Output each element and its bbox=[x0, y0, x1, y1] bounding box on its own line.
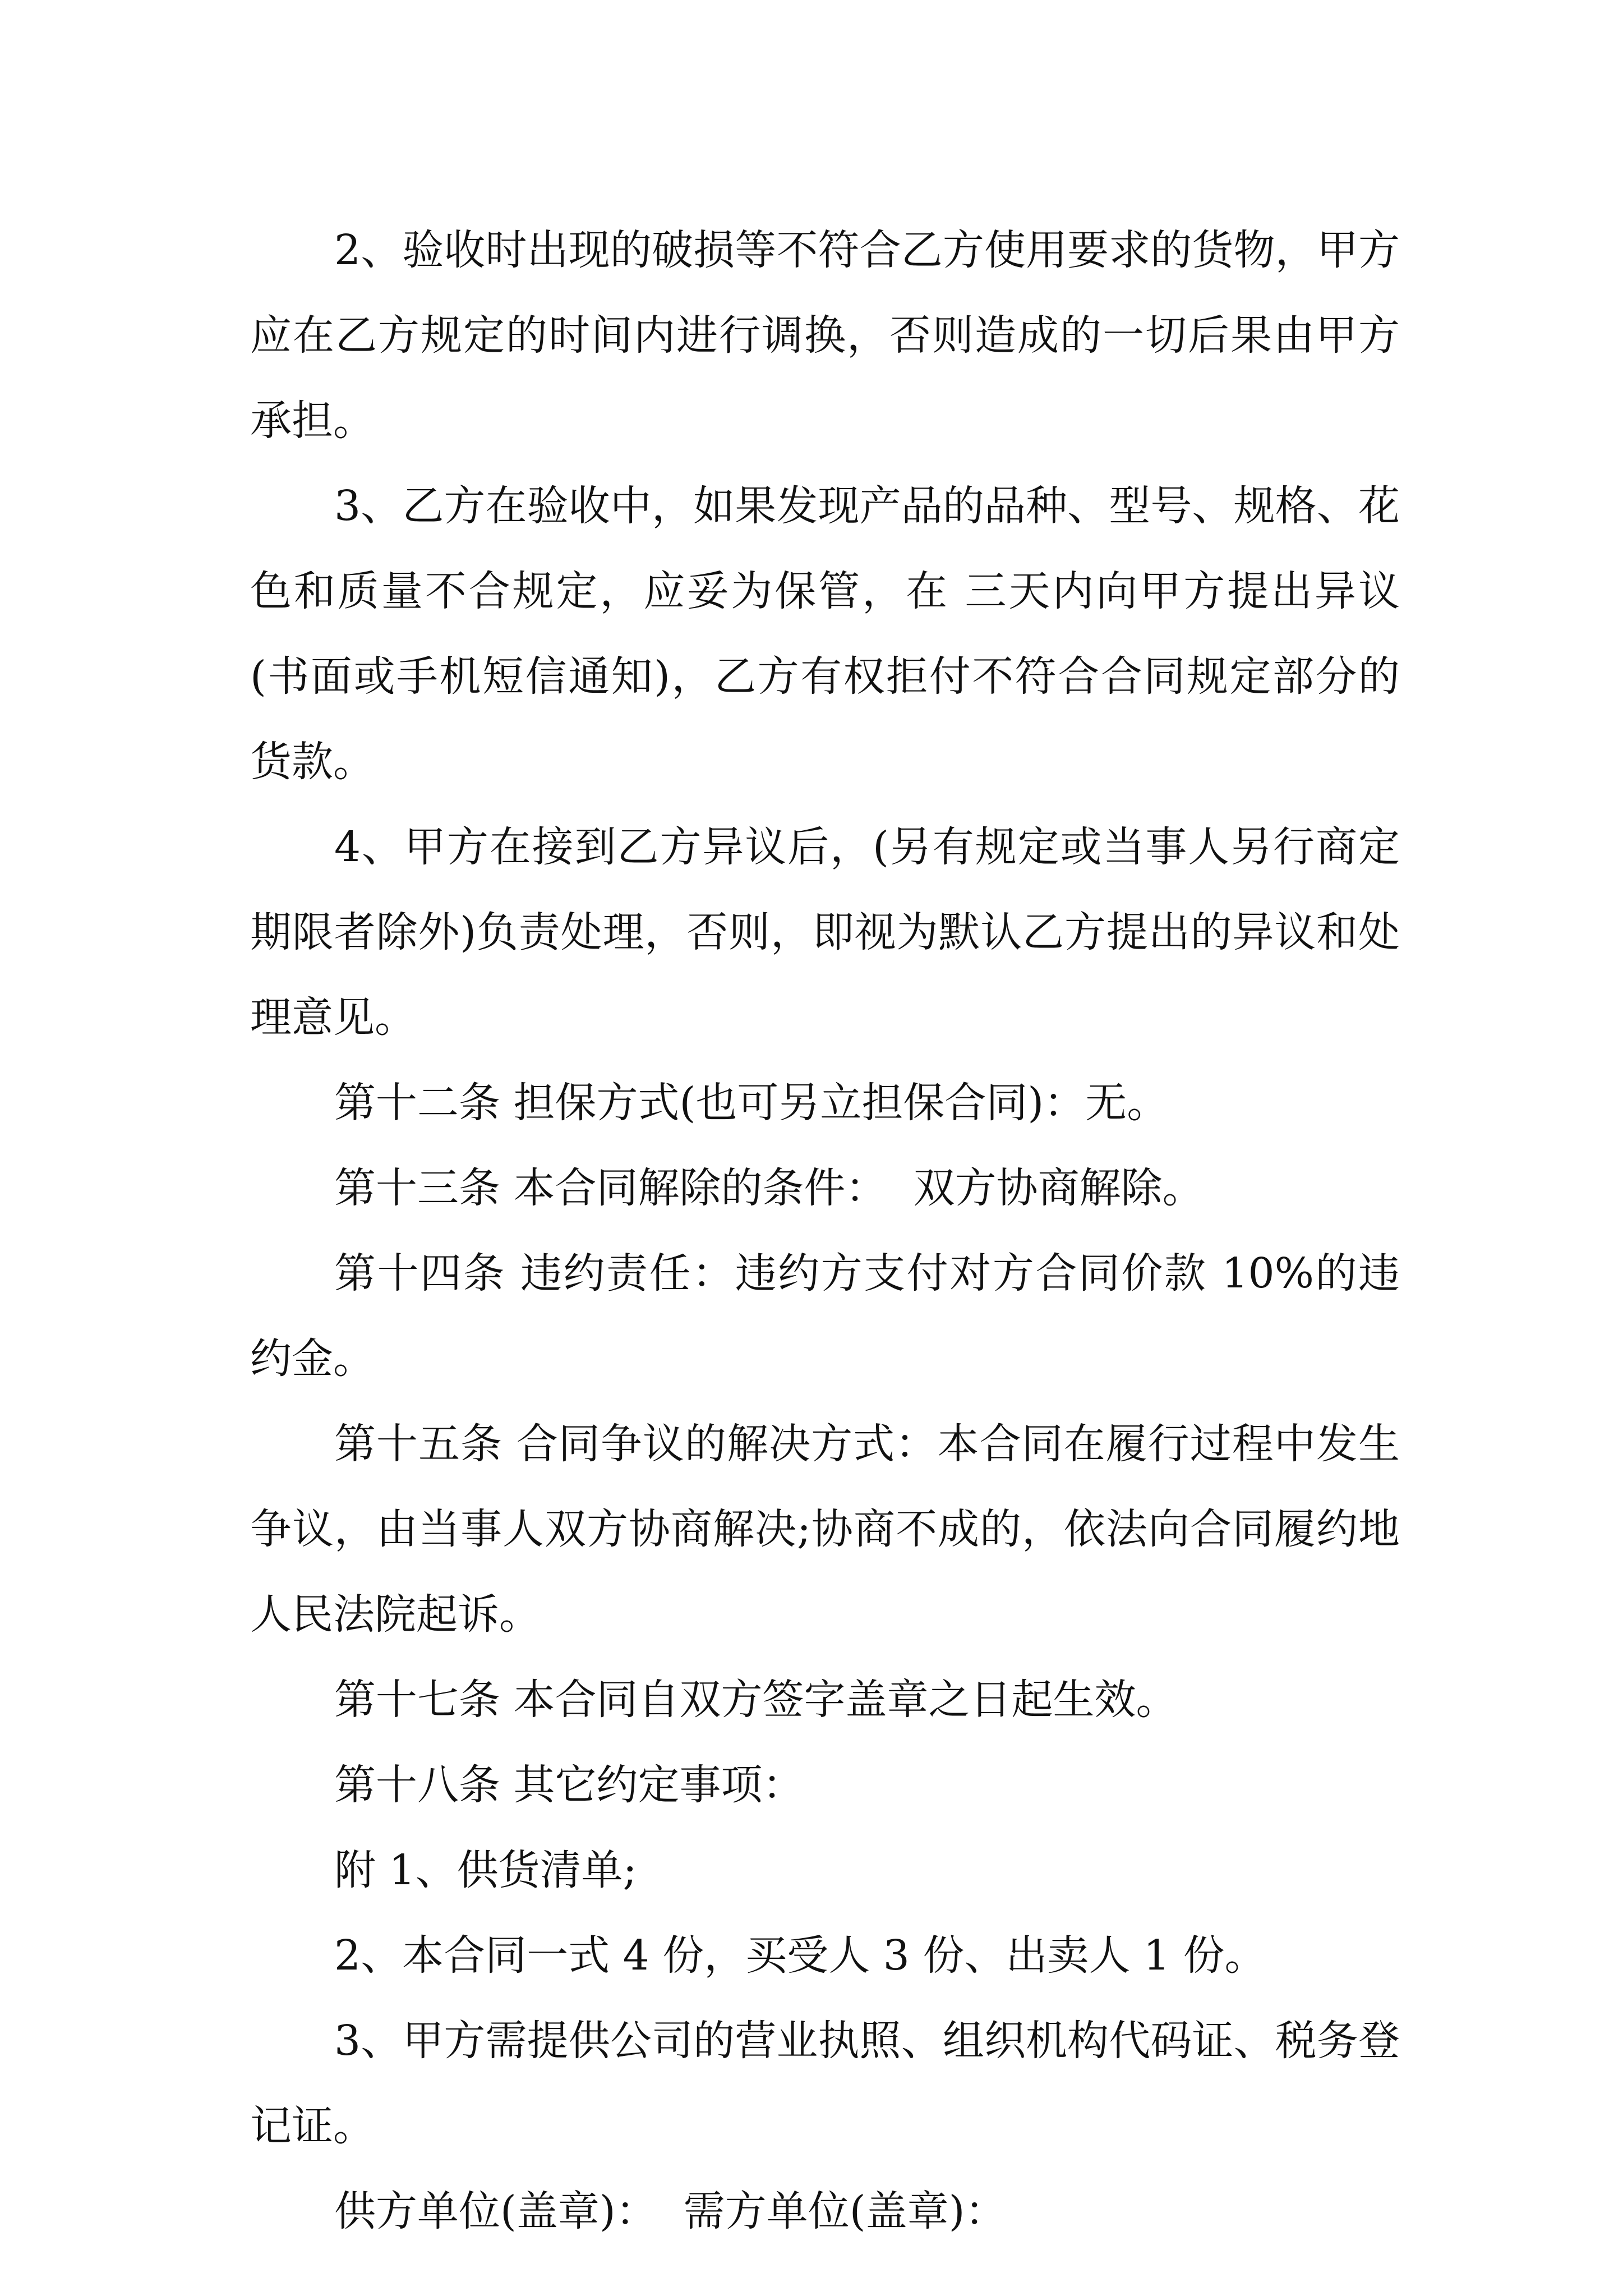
signature-line: 供方单位(盖章)： 需方单位(盖章)： bbox=[334, 2187, 1007, 2235]
article-15-dispute: 第十五条 合同争议的解决方式：本合同在履行过程中发生争议，由当事人双方协商解决;协商不成的，依法向合同履约地人民法院起诉。 bbox=[250, 1420, 1400, 1639]
clause-acceptance-damage: 2、验收时出现的破损等不符合乙方使用要求的货物，甲方应在乙方规定的时间内进行调换，否则造成的一切后果由甲方承担。 bbox=[250, 226, 1400, 445]
clause-objection-handling: 4、甲方在接到乙方异议后，(另有规定或当事人另行商定期限者除外)负责处理，否则，即视为默认乙方提出的异议和处理意见。 bbox=[250, 823, 1400, 1042]
contract-body bbox=[250, 208, 1400, 2254]
attachment-item-1: 附 1、供货清单; bbox=[334, 1846, 637, 1894]
clause-acceptance-objection: 3、乙方在验收中，如果发现产品的品种、型号、规格、花色和质量不合规定，应妥为保管，在 三天内向甲方提出异议(书面或手机短信通知)，乙方有权拒付不符合合同规定部分的货款。 bbox=[250, 482, 1400, 786]
attachment-item-3: 3、甲方需提供公司的营业执照、组织机构代码证、税务登记证。 bbox=[250, 2017, 1400, 2150]
article-18-other: 第十八条 其它约定事项： bbox=[334, 1761, 804, 1809]
attachment-item-2: 2、本合同一式 4 份，买受人 3 份、出卖人 1 份。 bbox=[334, 1931, 1266, 1980]
article-13-termination: 第十三条 本合同解除的条件： 双方协商解除。 bbox=[334, 1164, 1204, 1212]
article-14-liability: 第十四条 违约责任：违约方支付对方合同价款 10%的违约金。 bbox=[250, 1249, 1400, 1383]
article-12-guarantee: 第十二条 担保方式(也可另立担保合同)：无。 bbox=[334, 1079, 1169, 1127]
article-17-effective: 第十七条 本合同自双方签字盖章之日起生效。 bbox=[334, 1676, 1178, 1724]
